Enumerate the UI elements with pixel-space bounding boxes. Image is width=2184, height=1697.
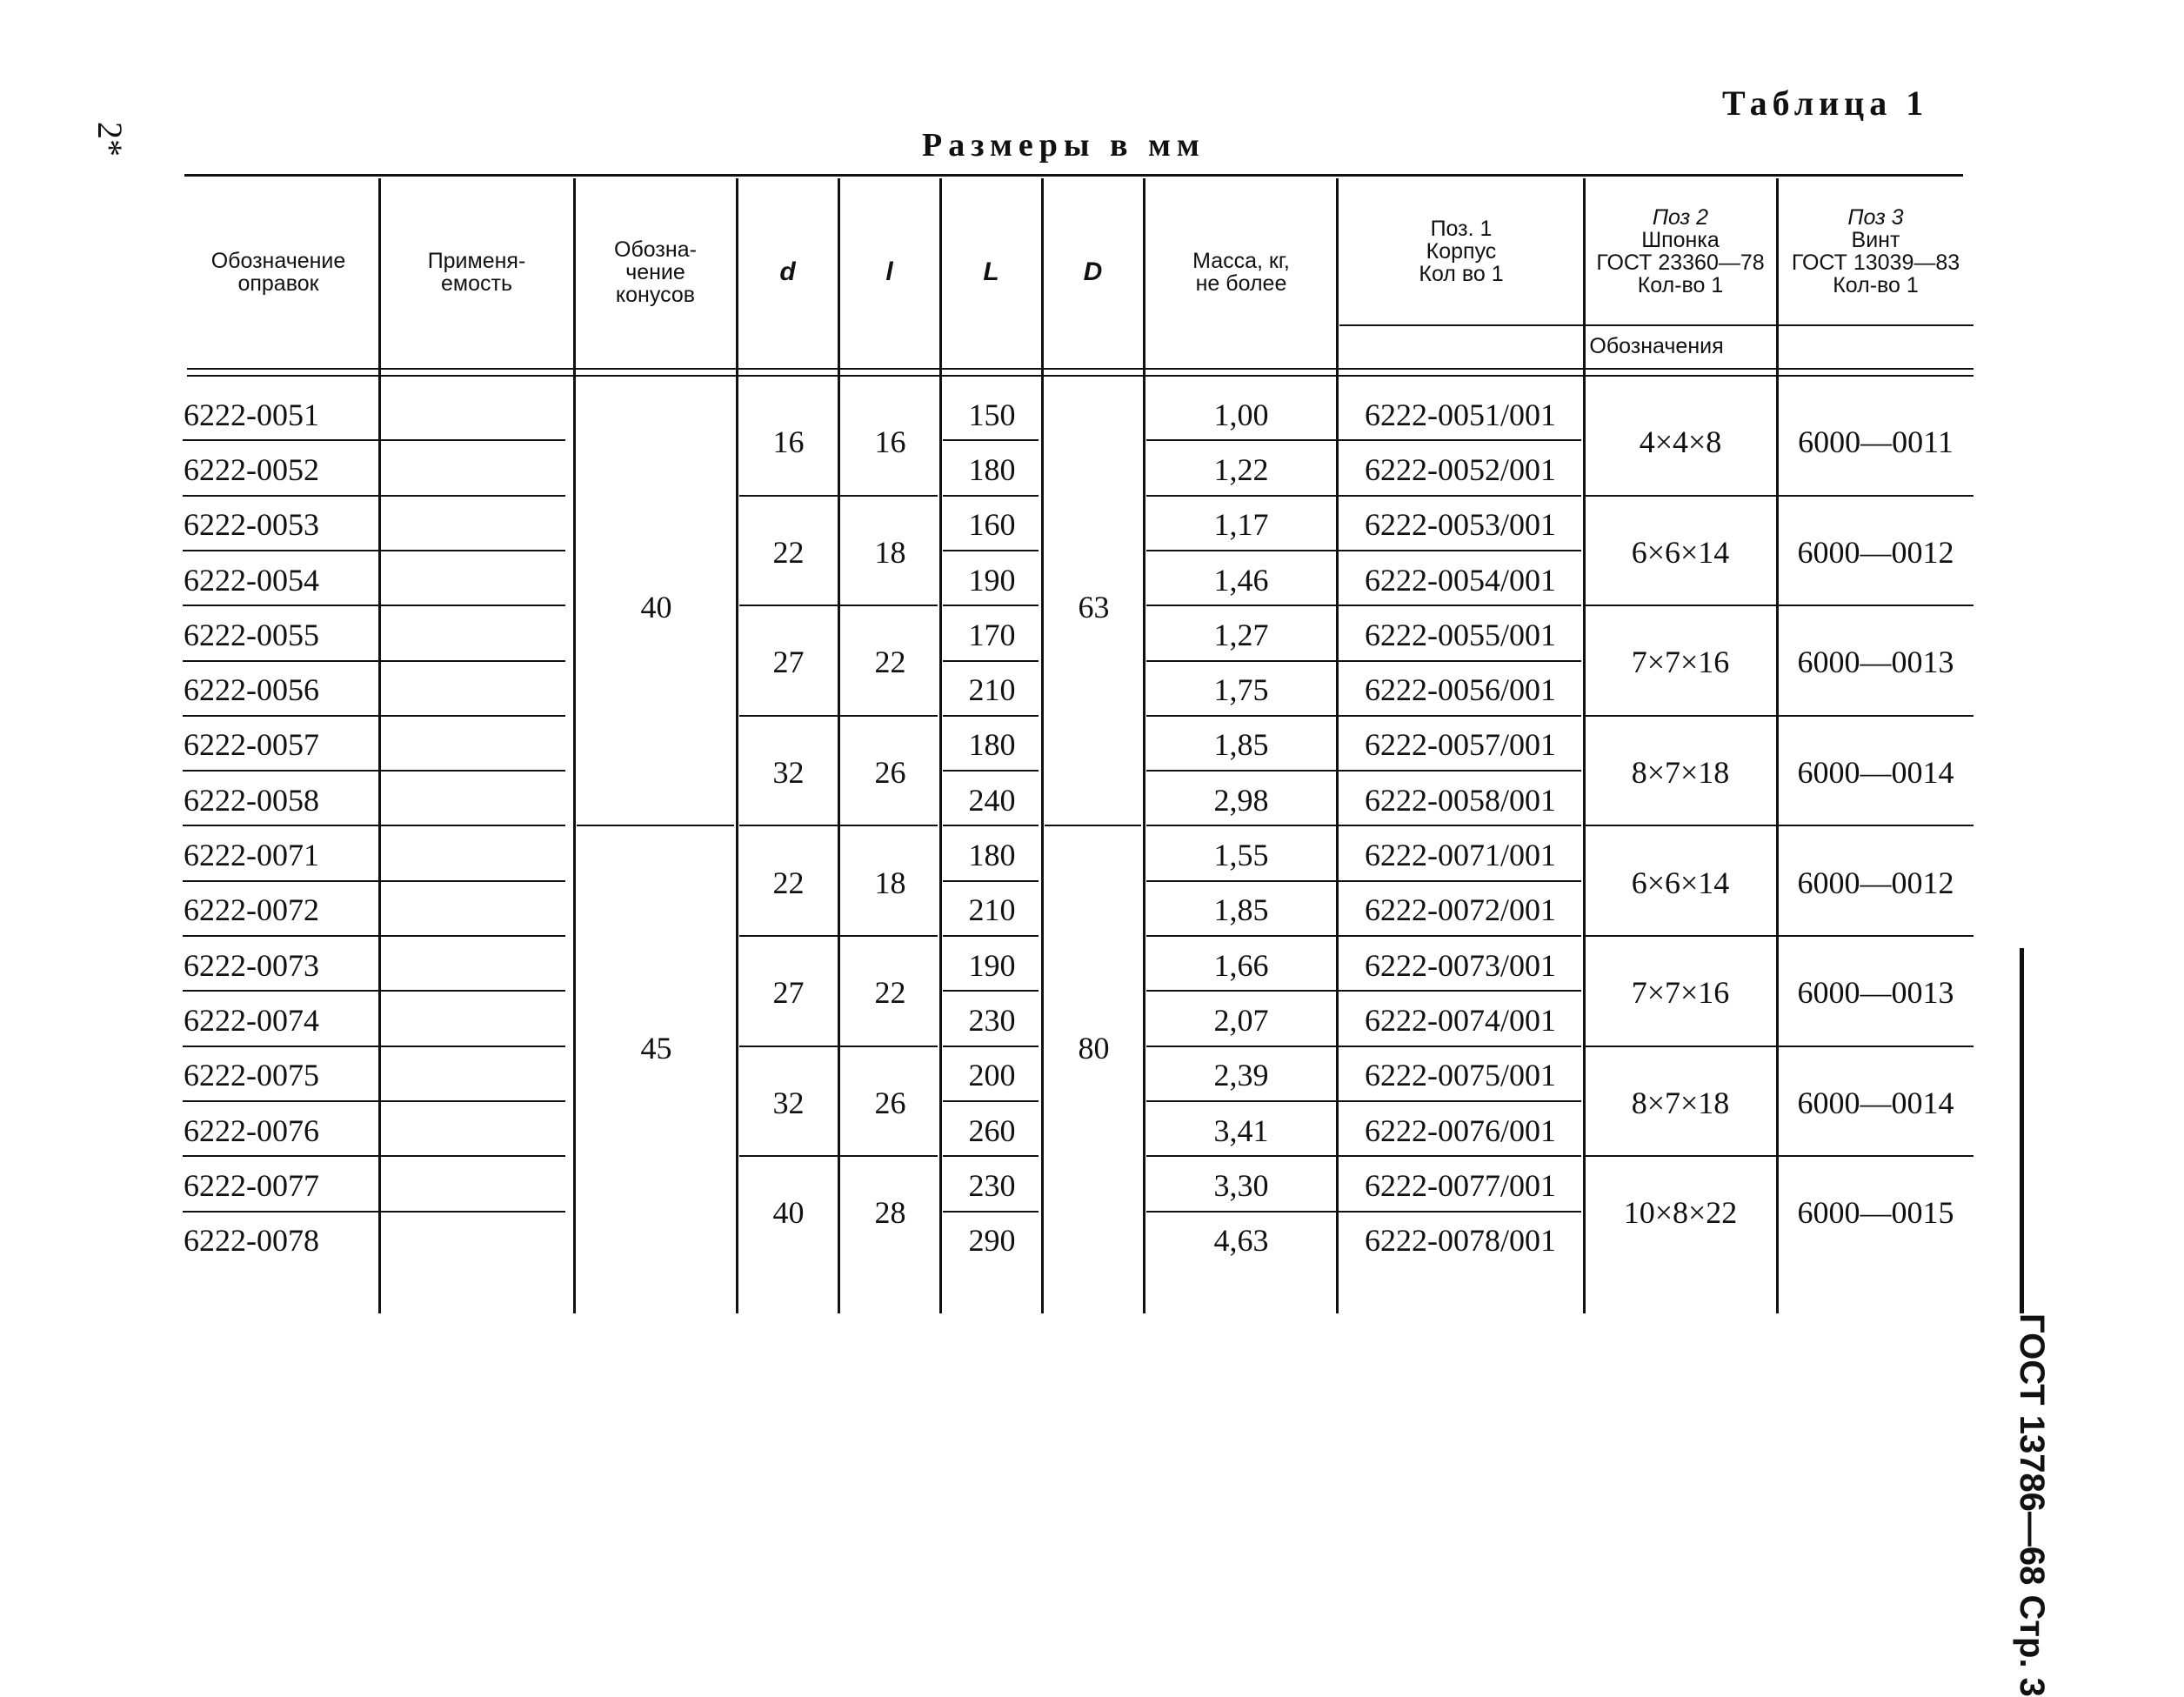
- row-rule: [1146, 990, 1581, 992]
- row-rule: [1146, 439, 1581, 441]
- row-L: 170: [968, 617, 1016, 652]
- row-pos1: 6222-0055/001: [1365, 617, 1556, 652]
- header-l: l: [885, 257, 893, 286]
- row-code: 6222-0077: [184, 1167, 319, 1203]
- row-applicability: [380, 442, 575, 497]
- row-rule: [183, 825, 565, 826]
- pair-key: 6×6×14: [1631, 865, 1730, 900]
- row-rule: [183, 439, 565, 441]
- pair-rule: [739, 605, 938, 606]
- units-caption: Размеры в мм: [922, 127, 1206, 164]
- row-L: 180: [968, 451, 1016, 487]
- row-rule: [943, 1046, 1039, 1047]
- pair-rule: [739, 495, 938, 497]
- row-L: 230: [968, 1002, 1016, 1038]
- row-mass: 1,22: [1213, 451, 1269, 487]
- pair-key: 8×7×18: [1631, 1085, 1730, 1120]
- row-rule: [943, 495, 1039, 497]
- row-applicability: [380, 718, 575, 772]
- group-D: 63: [1078, 590, 1110, 625]
- row-L: 150: [968, 397, 1016, 432]
- row-L: 180: [968, 727, 1016, 763]
- row-L: 200: [968, 1058, 1016, 1093]
- row-mass: 3,41: [1213, 1112, 1269, 1148]
- row-mass: 1,75: [1213, 672, 1269, 708]
- row-rule: [1146, 880, 1581, 882]
- pair-key: 8×7×18: [1631, 755, 1730, 791]
- row-mass: 2,98: [1213, 782, 1269, 818]
- row-mass: 4,63: [1213, 1223, 1269, 1259]
- pair-l: 26: [874, 755, 906, 791]
- row-code: 6222-0053: [184, 507, 319, 543]
- row-pos1: 6222-0052/001: [1365, 451, 1556, 487]
- pair-screw: 6000—0012: [1797, 865, 1954, 900]
- row-code: 6222-0056: [184, 672, 319, 708]
- row-L: 240: [968, 782, 1016, 818]
- header-subrule: [1339, 324, 1974, 326]
- row-rule: [183, 880, 565, 882]
- pair-rule: [739, 825, 938, 826]
- row-rule: [183, 1211, 565, 1213]
- row-pos1: 6222-0057/001: [1365, 727, 1556, 763]
- row-rule: [1146, 825, 1581, 826]
- pair-key: 7×7×16: [1631, 645, 1730, 680]
- row-pos1: 6222-0058/001: [1365, 782, 1556, 818]
- row-pos1: 6222-0078/001: [1365, 1223, 1556, 1259]
- header-pos1: Поз. 1 Корпус Кол во 1: [1419, 217, 1504, 286]
- header-mass: Масса, кг, не более: [1192, 248, 1290, 296]
- row-rule: [183, 550, 565, 551]
- row-mass: 1,66: [1213, 947, 1269, 983]
- row-applicability: [380, 607, 575, 662]
- row-pos1: 6222-0054/001: [1365, 562, 1556, 598]
- row-rule: [183, 605, 565, 606]
- row-code: 6222-0057: [184, 727, 319, 763]
- row-rule: [183, 715, 565, 717]
- pair-d: 32: [772, 1085, 805, 1120]
- header-designations: Обозначения: [1589, 333, 1724, 358]
- row-rule: [183, 935, 565, 937]
- row-mass: 2,39: [1213, 1058, 1269, 1093]
- row-code: 6222-0054: [184, 562, 319, 598]
- header-d: d: [779, 257, 796, 286]
- row-rule: [183, 990, 565, 992]
- pair-d: 22: [772, 534, 805, 570]
- row-code: 6222-0058: [184, 782, 319, 818]
- row-rule: [943, 990, 1039, 992]
- row-rule: [943, 1211, 1039, 1213]
- group-rule: [1045, 825, 1141, 826]
- row-L: 210: [968, 892, 1016, 928]
- row-code: 6222-0078: [184, 1223, 319, 1259]
- pair-key: 10×8×22: [1623, 1195, 1738, 1231]
- row-rule: [943, 825, 1039, 826]
- row-L: 210: [968, 672, 1016, 708]
- row-L: 290: [968, 1223, 1016, 1259]
- pair-l: 26: [874, 1085, 906, 1120]
- row-rule: [943, 1100, 1039, 1102]
- pair-l: 22: [874, 645, 906, 680]
- row-mass: 1,27: [1213, 617, 1269, 652]
- row-rule: [1146, 605, 1581, 606]
- pair-l: 16: [874, 424, 906, 460]
- pair-d: 27: [772, 975, 805, 1011]
- table-label: Таблица 1: [1722, 84, 1929, 123]
- gost-stamp: ГОСТ 13786—68 Стр. 3: [2013, 1313, 2051, 1697]
- row-rule: [183, 1046, 565, 1047]
- pair-rule: [739, 935, 938, 937]
- group-cone: 45: [640, 1030, 672, 1066]
- pair-rule: [739, 1046, 938, 1047]
- pair-screw: 6000—0014: [1797, 755, 1954, 791]
- pair-key: 6×6×14: [1631, 534, 1730, 570]
- row-mass: 1,17: [1213, 507, 1269, 543]
- row-mass: 2,07: [1213, 1002, 1269, 1038]
- row-L: 260: [968, 1112, 1016, 1148]
- row-pos1: 6222-0075/001: [1365, 1058, 1556, 1093]
- row-rule: [943, 550, 1039, 551]
- row-L: 180: [968, 838, 1016, 873]
- row-applicability: [380, 938, 575, 992]
- pair-key: 4×4×8: [1639, 424, 1722, 460]
- header-double-rule-1: [187, 368, 1974, 370]
- pair-screw: 6000—0013: [1797, 645, 1954, 680]
- row-L: 160: [968, 507, 1016, 543]
- row-pos1: 6222-0073/001: [1365, 947, 1556, 983]
- pair-l: 18: [874, 865, 906, 900]
- row-code: 6222-0074: [184, 1002, 319, 1038]
- row-code: 6222-0076: [184, 1112, 319, 1148]
- row-rule: [183, 770, 565, 772]
- pair-screw: 6000—0013: [1797, 975, 1954, 1011]
- row-rule: [943, 715, 1039, 717]
- pair-rule: [1585, 495, 1974, 497]
- row-code: 6222-0055: [184, 617, 319, 652]
- row-mass: 1,55: [1213, 838, 1269, 873]
- row-code: 6222-0073: [184, 947, 319, 983]
- row-rule: [943, 1155, 1039, 1157]
- pair-rule: [739, 715, 938, 717]
- row-applicability: [380, 883, 575, 938]
- row-rule: [1146, 1155, 1581, 1157]
- row-pos1: 6222-0071/001: [1365, 838, 1556, 873]
- row-mass: 1,85: [1213, 892, 1269, 928]
- pair-d: 22: [772, 865, 805, 900]
- group-cone: 40: [640, 590, 672, 625]
- pair-d: 40: [772, 1195, 805, 1231]
- header-pos2: Поз 2 Шпонка ГОСТ 23360—78 Кол-во 1: [1596, 205, 1765, 297]
- row-applicability: [380, 1158, 575, 1213]
- row-rule: [183, 495, 565, 497]
- row-rule: [183, 660, 565, 662]
- row-code: 6222-0072: [184, 892, 319, 928]
- pair-rule: [1585, 1046, 1974, 1047]
- row-code: 6222-0075: [184, 1058, 319, 1093]
- row-mass: 1,46: [1213, 562, 1269, 598]
- row-applicability: [380, 552, 575, 607]
- row-pos1: 6222-0051/001: [1365, 397, 1556, 432]
- row-pos1: 6222-0053/001: [1365, 507, 1556, 543]
- pair-rule: [1585, 825, 1974, 826]
- row-applicability: [380, 772, 575, 827]
- row-rule: [1146, 1100, 1581, 1102]
- row-applicability: [380, 387, 575, 442]
- pair-screw: 6000—0012: [1797, 534, 1954, 570]
- row-code: 6222-0051: [184, 397, 319, 432]
- row-code: 6222-0052: [184, 451, 319, 487]
- page-side-mark: 2*: [90, 122, 130, 157]
- header-double-rule-2: [187, 375, 1974, 377]
- pair-l: 18: [874, 534, 906, 570]
- header-designation: Обозначение оправок: [210, 248, 346, 296]
- row-rule: [943, 660, 1039, 662]
- group-D: 80: [1078, 1030, 1110, 1066]
- header-cone: Обозна- чение конусов: [614, 237, 697, 307]
- pair-d: 16: [772, 424, 805, 460]
- row-rule: [1146, 715, 1581, 717]
- row-L: 190: [968, 562, 1016, 598]
- table-top-rule: [184, 174, 1963, 177]
- pair-rule: [1585, 605, 1974, 606]
- row-rule: [943, 770, 1039, 772]
- row-rule: [1146, 660, 1581, 662]
- row-applicability: [380, 498, 575, 552]
- row-rule: [183, 1155, 565, 1157]
- row-rule: [183, 1100, 565, 1102]
- pair-screw: 6000—0014: [1797, 1085, 1954, 1120]
- group-rule: [577, 825, 734, 826]
- row-applicability: [380, 1213, 575, 1268]
- pair-screw: 6000—0015: [1797, 1195, 1954, 1231]
- pair-rule: [739, 1155, 938, 1157]
- row-rule: [1146, 935, 1581, 937]
- row-mass: 1,00: [1213, 397, 1269, 432]
- row-L: 190: [968, 947, 1016, 983]
- pair-screw: 6000—0011: [1798, 424, 1954, 460]
- row-L: 230: [968, 1167, 1016, 1203]
- row-mass: 1,85: [1213, 727, 1269, 763]
- row-pos1: 6222-0056/001: [1365, 672, 1556, 708]
- row-rule: [1146, 495, 1581, 497]
- row-applicability: [380, 1103, 575, 1158]
- row-pos1: 6222-0074/001: [1365, 1002, 1556, 1038]
- row-rule: [943, 935, 1039, 937]
- row-rule: [1146, 1046, 1581, 1047]
- header-pos3: Поз 3 Винт ГОСТ 13039—83 Кол-во 1: [1791, 205, 1960, 297]
- row-rule: [1146, 1211, 1581, 1213]
- pair-d: 32: [772, 755, 805, 791]
- row-applicability: [380, 1048, 575, 1103]
- pair-rule: [1585, 1155, 1974, 1157]
- row-mass: 3,30: [1213, 1167, 1269, 1203]
- row-rule: [1146, 550, 1581, 551]
- pair-l: 28: [874, 1195, 906, 1231]
- row-rule: [1146, 770, 1581, 772]
- row-rule: [943, 439, 1039, 441]
- row-applicability: [380, 663, 575, 718]
- pair-rule: [1585, 935, 1974, 937]
- row-code: 6222-0071: [184, 838, 319, 873]
- row-rule: [943, 880, 1039, 882]
- pair-key: 7×7×16: [1631, 975, 1730, 1011]
- header-L: L: [983, 257, 999, 286]
- row-applicability: [380, 992, 575, 1047]
- row-pos1: 6222-0077/001: [1365, 1167, 1556, 1203]
- row-applicability: [380, 827, 575, 882]
- row-pos1: 6222-0072/001: [1365, 892, 1556, 928]
- pair-l: 22: [874, 975, 906, 1011]
- row-rule: [943, 605, 1039, 606]
- header-applicability: Применя- емость: [427, 248, 526, 296]
- row-pos1: 6222-0076/001: [1365, 1112, 1556, 1148]
- header-D: D: [1083, 257, 1103, 286]
- pair-rule: [1585, 715, 1974, 717]
- pair-d: 27: [772, 645, 805, 680]
